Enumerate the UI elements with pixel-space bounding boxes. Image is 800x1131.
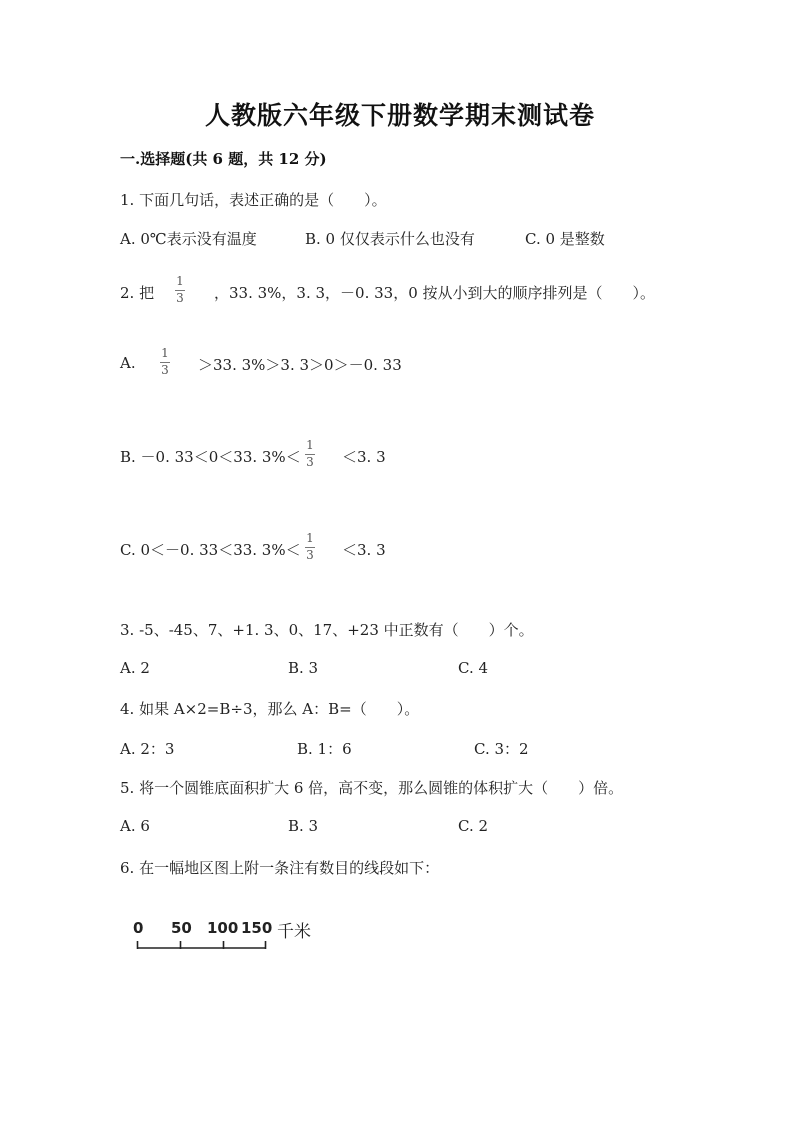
question-2-stem-suffix: ，33. 3%，3. 3，－0. 33，0 按从小到大的顺序排列是（ ）。 xyxy=(214,284,656,302)
fraction-numerator: 1 xyxy=(176,274,184,288)
scale-line xyxy=(120,938,280,954)
fraction-denominator: 3 xyxy=(176,291,184,305)
question-4-stem: 4. 如果 A×2=B÷3，那么 A：B=（ ）。 xyxy=(120,700,420,718)
fraction-numerator: 1 xyxy=(306,438,314,452)
question-5-option-b: B. 3 xyxy=(288,817,319,835)
fraction-one-third xyxy=(305,439,315,469)
fraction-numerator: 1 xyxy=(306,531,314,545)
question-2-option-b-suffix: ＜3. 3 xyxy=(342,448,386,466)
map-scale-bar xyxy=(120,910,380,960)
question-3-option-a: A. 2 xyxy=(120,659,150,677)
question-3-stem: 3. -5、-45、7、+1. 3、0、17、+23 中正数有（ ）个。 xyxy=(120,621,534,639)
scale-label-100: 100 xyxy=(207,919,239,937)
scale-label-150: 150 xyxy=(241,919,273,937)
question-5-stem: 5. 将一个圆锥底面积扩大 6 倍，高不变，那么圆锥的体积扩大（ ）倍。 xyxy=(120,779,624,797)
question-1-option-c: C. 0 是整数 xyxy=(525,230,605,248)
question-2-option-a: ＞33. 3%＞3. 3＞0＞－0. 33 xyxy=(198,356,402,374)
question-2-option-c: C. 0＜－0. 33＜33. 3%＜ xyxy=(120,541,301,559)
fraction-one-third xyxy=(305,532,315,562)
fraction-denominator: 3 xyxy=(161,363,169,377)
question-1-option-a: A. 0℃表示没有温度 xyxy=(120,230,257,248)
fraction-numerator: 1 xyxy=(161,346,169,360)
fraction-one-third xyxy=(175,275,185,305)
scale-unit: 千米 xyxy=(277,922,311,942)
question-4-option-a: A. 2：3 xyxy=(120,740,175,758)
scale-label-50: 50 xyxy=(171,919,192,937)
fraction-denominator: 3 xyxy=(306,548,314,562)
question-2-option-b: B. －0. 33＜0＜33. 3%＜ xyxy=(120,448,301,466)
question-4-option-b: B. 1：6 xyxy=(297,740,352,758)
question-6-stem: 6. 在一幅地区图上附一条注有数目的线段如下： xyxy=(120,859,440,877)
question-1-stem: 1. 下面几句话，表述正确的是（ ）。 xyxy=(120,191,387,209)
question-2-option-a-label: A. xyxy=(120,354,136,372)
question-2-stem-prefix: 2. 把 xyxy=(120,284,155,302)
fraction-one-third xyxy=(160,347,170,377)
question-5-option-a: A. 6 xyxy=(120,817,150,835)
question-2-option-c-suffix: ＜3. 3 xyxy=(342,541,386,559)
section-heading: 一.选择题(共 6 题，共 12 分) xyxy=(120,150,327,168)
scale-label-0: 0 xyxy=(133,919,144,937)
page-title: 人教版六年级下册数学期末测试卷 xyxy=(204,101,595,130)
question-5-option-c: C. 2 xyxy=(458,817,489,835)
question-3-option-b: B. 3 xyxy=(288,659,319,677)
question-1-option-b: B. 0 仅仅表示什么也没有 xyxy=(305,230,475,248)
fraction-denominator: 3 xyxy=(306,455,314,469)
question-4-option-c: C. 3：2 xyxy=(474,740,529,758)
question-3-option-c: C. 4 xyxy=(458,659,489,677)
